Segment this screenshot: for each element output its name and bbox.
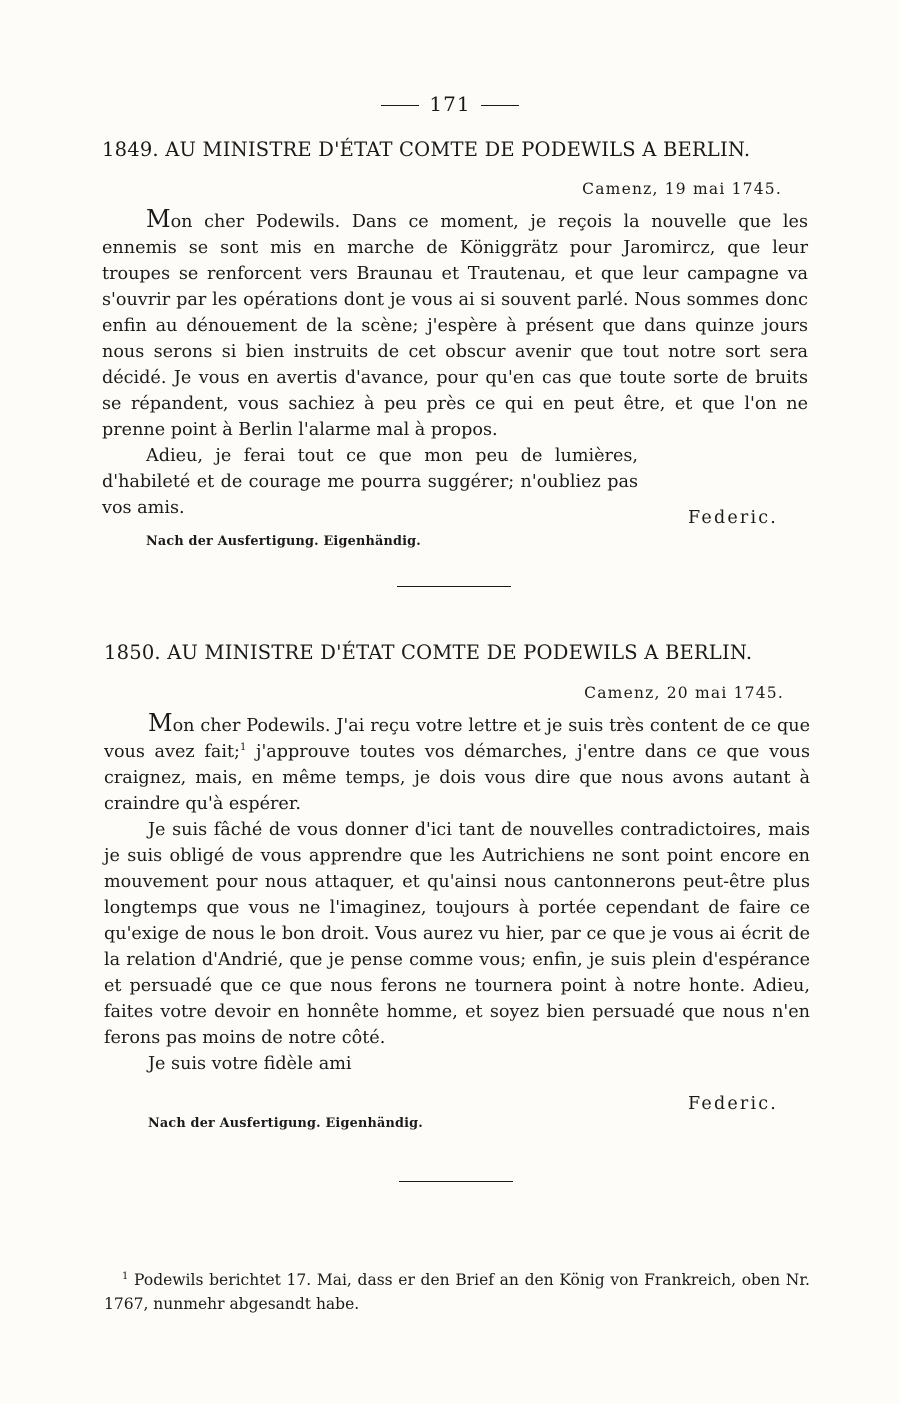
letter-addressee: AU MINISTRE D'ÉTAT COMTE DE PODEWILS A BERLIN. (167, 641, 753, 664)
letter-addressee: AU MINISTRE D'ÉTAT COMTE DE PODEWILS A BERLIN. (165, 138, 751, 161)
paragraph: Je suis fâché de vous donner d'ici tant de nouvelles contradictoires, mais je suis obligé de vous apprendre que les Autrichiens ne sont point encore en mouvement pour nous attaquer, et qu'ainsi nous cantonnerons peut-être plus longtemps que vous ne l'imaginez, toujours à portée cependant de faire ce qu'exige de nous le bon droit. Vous aurez vu hier, par ce que je vous ai écrit de la relation d'Andrié, que je pense comme vous; enfin, je suis plein d'espérance et persuadé que ce que nous ferons ne tournera point à notre honte. Adieu, faites votre devoir en honnête homme, et soyez bien persuadé que nous n'en ferons pas moins de notre côté. (104, 820, 810, 1048)
drop-cap: M (146, 205, 171, 233)
letter-body-1849 (102, 206, 808, 521)
footnote-reference[interactable]: 1 (239, 742, 247, 754)
footnote-mark: 1 (122, 1270, 129, 1282)
page-number: 171 (0, 92, 900, 116)
letter-heading-1850 (104, 641, 816, 664)
place-date-1850: Camenz, 20 mai 1745. (584, 684, 784, 702)
paragraph: Mon cher Podewils. J'ai reçu votre lettre et je suis très content de ce que vous avez fait;$^1$ j'approuve toutes vos démarches, j'entre dans ce que vous craignez, mais, en même temps, je dois vous dire que nous avons autant à craindre qu'à espérer. (104, 709, 810, 814)
place-date-1849: Camenz, 19 mai 1745. (582, 180, 782, 198)
footnote (104, 1268, 810, 1316)
paragraph: Mon cher Podewils. Dans ce moment, je reçois la nouvelle que les ennemis se sont mis en marche de Königgrätz pour Jaromircz, que leur troupes se renforcent vers Braunau et Trautenau, et que leur campagne va s'ouvrir par les opérations dont je vous ai si souvent parlé. Nous sommes donc enfin au dénouement de la scène; j'espère à présent que dans quinze jours nous serons si bien instruits de cet obscur avenir que tout notre sort sera décidé. Je vous en avertis d'avance, pour qu'en cas que toute sorte de bruits se répandent, vous sachiez à peu près ce qui en peut être, et que l'on ne prenne point à Berlin l'alarme mal à propos. (102, 205, 808, 440)
drop-cap: M (148, 709, 173, 737)
source-note-1850: Nach der Ausfertigung. Eigenhändig. (148, 1116, 423, 1131)
letter-number: 1849. (102, 138, 159, 161)
page-number-dash-right (481, 105, 519, 106)
section-divider (397, 586, 511, 587)
signature-1850: Federic. (688, 1094, 779, 1114)
signature-1849: Federic. (688, 508, 779, 528)
page-number-dash-left (381, 105, 419, 106)
section-divider (399, 1181, 513, 1182)
footnote-text: $^1$ Podewils berichtet 17. Mai, dass er den Brief an den König von Frankreich, oben Nr. 1767, nunmehr abgesandt habe. (104, 1270, 810, 1313)
closing-line: Je suis votre fidèle ami (148, 1054, 352, 1074)
letter-heading-1849 (102, 138, 814, 161)
source-note-1849: Nach der Ausfertigung. Eigenhändig. (146, 534, 421, 549)
paragraph: Adieu, je ferai tout ce que mon peu de lumières, d'habileté et de courage me pourra suggérer; n'oubliez pas vos amis. (102, 446, 638, 518)
letter-number: 1850. (104, 641, 161, 664)
letter-body-1850 (104, 710, 810, 1077)
